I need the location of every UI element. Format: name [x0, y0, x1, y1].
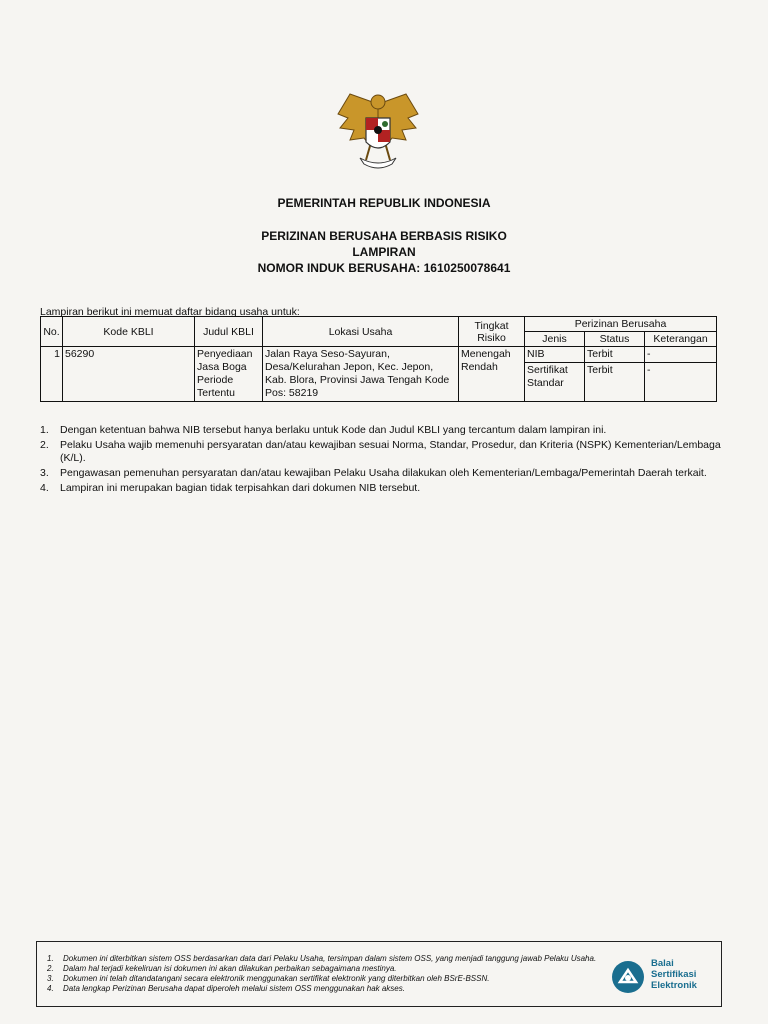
list-item [40, 467, 740, 480]
header-jenis: Jenis [525, 332, 585, 347]
bsre-logo [611, 956, 715, 996]
footer-note-number: 3. [47, 974, 54, 983]
notes-list [40, 424, 740, 497]
title-line-1: PERIZINAN BERUSAHA BERBASIS RISIKO [261, 229, 507, 243]
cell-jenis: NIB [525, 347, 585, 363]
note-text: Pengawasan pemenuhan persyaratan dan/atau kewajiban Pelaku Usaha dilakukan oleh Kementerian/Lembaga/Pemerintah Daerah terkait. [60, 467, 707, 479]
bsre-line-3: Elektronik [651, 980, 697, 991]
cell-lokasi-usaha: Jalan Raya Seso-Sayuran, Desa/Kelurahan Jepon, Kec. Jepon, Kab. Blora, Provinsi Jawa Tengah Kode Pos: 58219 [263, 347, 459, 402]
garuda-pancasila-emblem-icon [330, 84, 426, 180]
footer-note-text: Dalam hal terjadi kekeliruan isi dokumen ini akan dilakukan perbaikan sebagaimana mestinya. [63, 964, 397, 973]
note-text: Pelaku Usaha wajib memenuhi persyaratan dan/atau kewajiban sesuai Norma, Standar, Prosedur, dan Kriteria (NSPK) Kementerian/Lembaga (K/L). [60, 439, 721, 464]
list-item [40, 482, 740, 495]
header-tingkat-risiko: Tingkat Risiko [459, 317, 525, 347]
note-number: 1. [40, 424, 49, 436]
cell-status: Terbit [585, 363, 645, 402]
kbli-table [40, 316, 717, 402]
list-item [40, 424, 740, 437]
footer-note-number: 2. [47, 964, 54, 973]
table-row [41, 347, 717, 363]
list-item [47, 954, 623, 964]
footer-note-text: Dokumen ini diterbitkan sistem OSS berdasarkan data dari Pelaku Usaha, tersimpan dalam sistem OSS, yang menjadi tanggung jawab Pelaku Usaha. [63, 954, 597, 963]
header-kode-kbli: Kode KBLI [63, 317, 195, 347]
list-item [47, 984, 623, 994]
note-number: 2. [40, 439, 49, 451]
footer-note-number: 1. [47, 954, 54, 963]
cell-jenis: Sertifikat Standar [525, 363, 585, 402]
header-no: No. [41, 317, 63, 347]
bsre-logo-text [651, 958, 697, 991]
cell-keterangan: - [645, 363, 717, 402]
nib-number: NOMOR INDUK BERUSAHA: 1610250078641 [257, 261, 511, 275]
cell-keterangan: - [645, 347, 717, 363]
note-text: Lampiran ini merupakan bagian tidak terpisahkan dari dokumen NIB tersebut. [60, 482, 421, 494]
header-keterangan: Keterangan [645, 332, 717, 347]
cell-judul-kbli: Penyediaan Jasa Boga Periode Tertentu [195, 347, 263, 402]
bsre-logo-icon [611, 960, 645, 994]
government-heading: PEMERINTAH REPUBLIK INDONESIA [277, 196, 491, 210]
bsre-line-1: Balai [651, 958, 674, 969]
header-perizinan-berusaha: Perizinan Berusaha [525, 317, 717, 332]
title-line-2: LAMPIRAN [352, 245, 416, 259]
note-text: Dengan ketentuan bahwa NIB tersebut hanya berlaku untuk Kode dan Judul KBLI yang tercantum dalam lampiran ini. [60, 424, 607, 436]
note-number: 3. [40, 467, 49, 479]
header-status: Status [585, 332, 645, 347]
header-judul-kbli: Judul KBLI [195, 317, 263, 347]
cell-kode-kbli: 56290 [63, 347, 195, 402]
note-number: 4. [40, 482, 49, 494]
document-title [0, 228, 768, 276]
header-lokasi-usaha: Lokasi Usaha [263, 317, 459, 347]
cell-status: Terbit [585, 347, 645, 363]
cell-tingkat-risiko: Menengah Rendah [459, 347, 525, 402]
footer-note-text: Dokumen ini telah ditandatangani secara elektronik menggunakan sertifikat elektronik yang diterbitkan oleh BSrE-BSSN. [63, 974, 490, 983]
list-item [47, 974, 623, 984]
footer-box [36, 941, 722, 1007]
intro-text: Lampiran berikut ini memuat daftar bidang usaha untuk: [40, 306, 300, 318]
footer-notes [37, 942, 623, 994]
cell-no: 1 [41, 347, 63, 402]
footer-note-text: Data lengkap Perizinan Berusaha dapat diperoleh melalui sistem OSS menggunakan hak akses. [63, 984, 405, 993]
list-item [47, 964, 623, 974]
footer-note-number: 4. [47, 984, 54, 993]
bsre-line-2: Sertifikasi [651, 969, 697, 980]
list-item [40, 439, 740, 465]
